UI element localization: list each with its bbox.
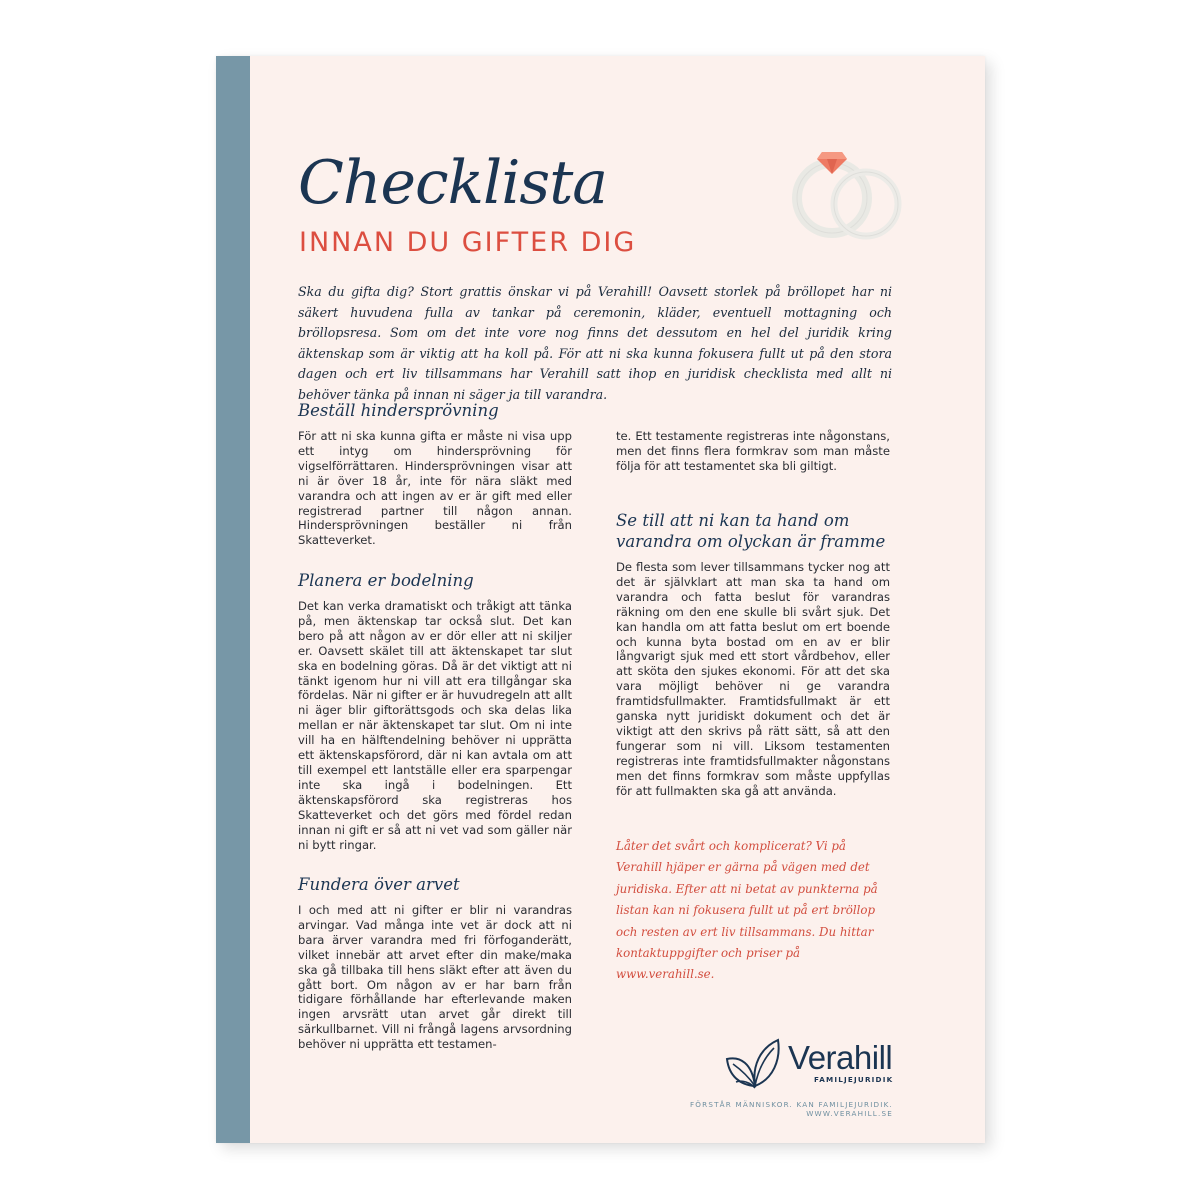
section-heading: Se till att ni kan ta hand om varandra om olyckan är framme: [616, 511, 886, 551]
section-heading: Fundera över arvet: [298, 875, 460, 894]
section-body-continuation: te. Ett testamente registreras inte någonstans, men det finns flera formkrav som man måste följa för att testamentet ska bli giltigt.: [616, 429, 890, 473]
footer-tagline: FÖRSTÅR MÄNNISKOR. KAN FAMILJEJURIDIK. WWW.VERAHILL.SE: [689, 1100, 893, 1118]
section-body: För att ni ska kunna gifta er måste ni visa upp ett intyg om hindersprövning för vigselförrättaren. Hindersprövningen visar att ni är över 18 år, inte för nära släkt med varandra och att ingen av er är gift med eller registrerad partner till någon annan. Hindersprövningen beställer ni från Skatteverket.: [298, 429, 572, 548]
wedding-rings-icon: [782, 140, 910, 248]
section-omsorg: [616, 510, 890, 799]
section-heading: Planera er bodelning: [298, 571, 474, 590]
section-hindersprovning: [298, 400, 572, 548]
call-to-action: Låter det svårt och komplicerat? Vi på Verahill hjäper er gärna på vägen med det juridiska. Efter att ni betat av punkterna på listan kan ni fokusera fullt ut på ert bröllop och resten av ert liv tillsammans. Du hittar kontaktuppgifter och priser på www.verahill.se.: [616, 839, 878, 982]
section-heading: Beställ hindersprövning: [298, 401, 499, 420]
checklist-sheet: [216, 56, 985, 1143]
intro-paragraph: Ska du gifta dig? Stort grattis önskar vi på Verahill! Oavsett storlek på bröllopet har ni säkert huvudena fulla av tankar på ceremonin, kläder, eventuell mottagning och bröllopsresa. Som om det inte vore nog finns det dessutom en hel del juridik kring äktenskap som är viktig att ha koll på. För att ni ska kunna fokusera fullt ut på den stora dagen och ert liv tillsammans har Verahill satt ihop en juridisk checklista med allt ni behöver tänka på innan ni säger ja till varandra.: [298, 284, 892, 402]
page-title: Checklista: [298, 148, 608, 218]
brand-name: Verahill: [788, 1039, 893, 1076]
side-accent-bar: [216, 56, 250, 1143]
section-arvet: [298, 874, 572, 1052]
verahill-leaf-logo-icon: [724, 1036, 784, 1090]
verahill-logo: [724, 1036, 906, 1092]
page-subtitle: INNAN DU GIFTER DIG: [299, 227, 637, 258]
section-body: I och med att ni gifter er blir ni varandras arvingar. Vad många inte vet är dock att ni bara ärver varandra med fri förfoganderätt, vilket innebär att arvet efter din make/maka ska gå tillbaka till hens släkt efter att även du gått bort. Om någon av er har barn från tidigare förhållande har efterlevande maken ingen arvsrätt utan arvet går direkt till särkullbarnet. Vill ni frångå lagens arvsordning behöver ni upprätta ett testamen-: [298, 903, 572, 1052]
brand-subtitle: FAMILJEJURIDIK: [814, 1075, 894, 1084]
section-body: Det kan verka dramatiskt och tråkigt att tänka på, men äktenskap tar också slut. Det kan bero på att någon av er dör eller att ni skiljer er. Oavsett skälet till att äktenskapet tar slut ska en bodelning göras. Då är det viktigt att ni tänkt igenom hur ni vill att era tillgångar ska fördelas. När ni gifter er är huvudregeln att allt ni äger blir giftorättsgods och ska delas lika mellan er när äktenskapet tar slut. Om ni inte vill ha en hälftendelning behöver ni upprätta ett äktenskapsförord, där ni kan avtala om att till exempel ett lantställe eller era sparpengar inte ska ingå i bodelningen. Ett äktenskapsförord ska registreras hos Skatteverket och det görs med fördel redan innan ni gift er så att ni vet vad som gäller när ni bytt ringar.: [298, 599, 572, 852]
section-bodelning: [298, 570, 572, 852]
section-arvet-continued: [616, 429, 890, 474]
section-body: De flesta som lever tillsammans tycker nog att det är självklart att man ska ta hand om varandra och fatta beslut för varandras räkning om den ene skulle bli svårt sjuk. Det kan handla om att fatta beslut om ert boende och kunna byta bostad om en av er blir långvarigt sjuk med ett stort vårdbehov, eller att sköta den sjukes ekonomi. För att det ska vara möjligt behöver ni ge varandra framtidsfullmakter. Framtidsfullmakt är ett ganska nytt juridiskt dokument och det är viktigt att den skrivs på rätt sätt, så att den fungerar som ni vill. Liksom testamenten registreras inte framtidsfullmakter någonstans men det finns formkrav som måste uppfyllas för att fullmakten ska gå att använda.: [616, 560, 890, 798]
